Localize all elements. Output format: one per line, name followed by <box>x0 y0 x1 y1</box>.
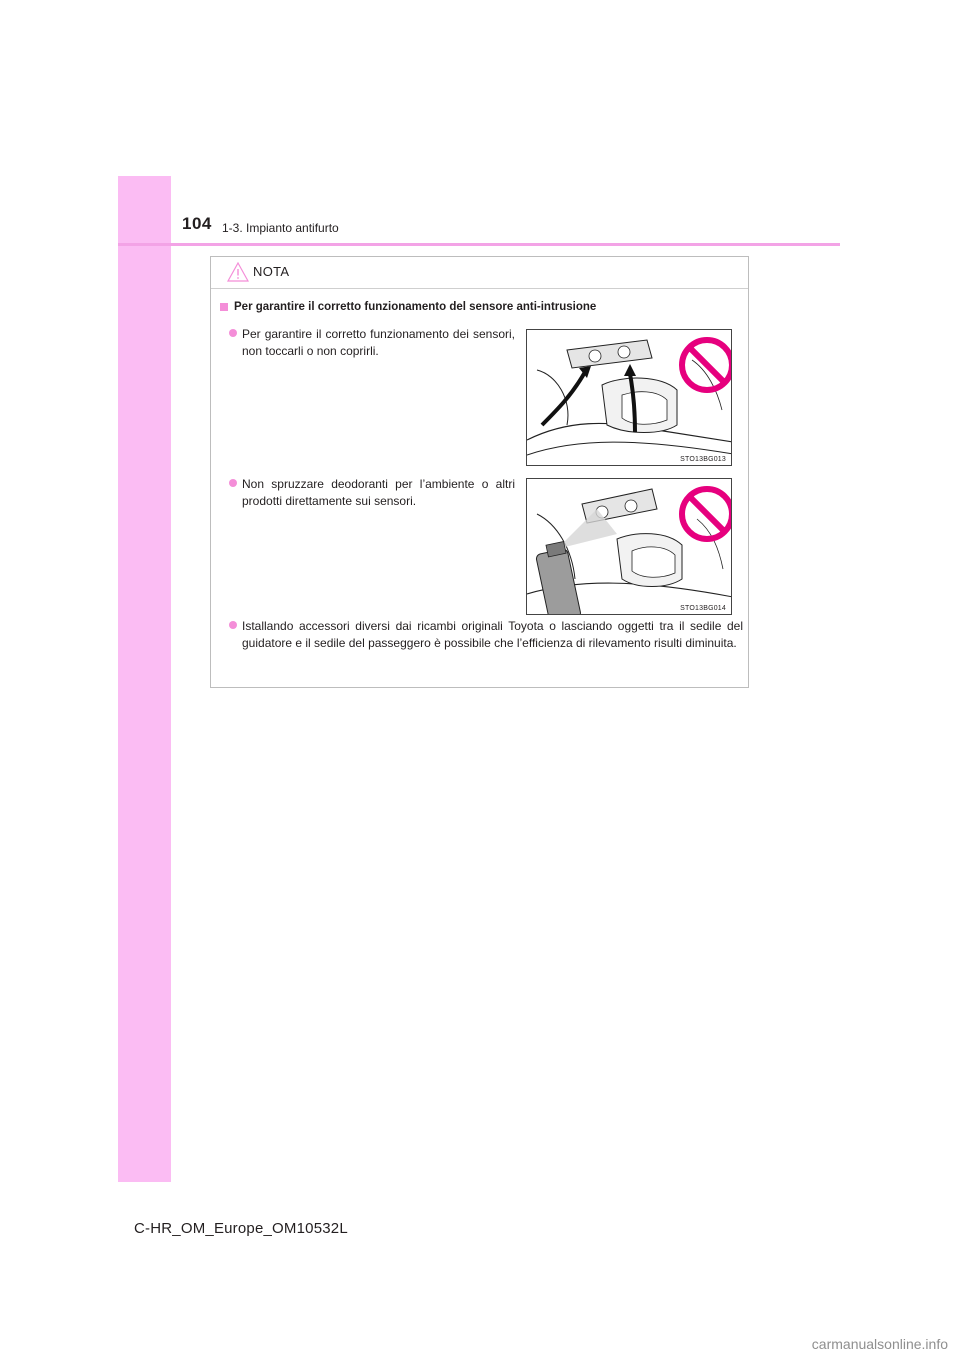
figure-code: STO13BG014 <box>680 605 726 612</box>
sensor-touch-illustration <box>527 330 732 466</box>
warning-triangle-icon <box>227 262 249 282</box>
section-title: 1-3. Impianto antifurto <box>222 221 339 235</box>
prohibited-icon <box>682 340 732 390</box>
spray-illustration <box>527 479 732 615</box>
header-rule <box>118 243 840 246</box>
bullet-dot-icon <box>229 479 237 487</box>
subsection-heading <box>220 301 740 313</box>
prohibited-icon <box>682 489 732 539</box>
side-band <box>118 176 171 1182</box>
bullet-text: Per garantire il corretto funzionamento dei sensori, non toccarli o non coprirli. <box>242 327 515 358</box>
figure-code: STO13BG013 <box>680 456 726 463</box>
bullet-item <box>242 618 743 652</box>
notice-header <box>211 257 748 289</box>
subsection-title: Per garantire il corretto funzionamento del sensore anti-intrusione <box>234 301 597 313</box>
bullet-text: Non spruzzare deodoranti per l’ambiente o altri prodotti direttamente sui sensori. <box>242 477 515 508</box>
bullet-dot-icon <box>229 329 237 337</box>
page-number: 104 <box>182 214 212 233</box>
notice-box <box>210 256 749 688</box>
notice-label: NOTA <box>253 264 290 279</box>
bullet-item <box>242 326 515 360</box>
document-code: C-HR_OM_Europe_OM10532L <box>134 1220 348 1237</box>
bullet-text: Istallando accessori diversi dai ricambi originali Toyota o lasciando oggetti tra il sedile del guidatore e il sedile del passeggero è possibile che l’efficienza di rilevamento risulti diminuita. <box>242 619 743 650</box>
watermark: carmanualsonline.info <box>811 1336 948 1352</box>
spray-figure <box>526 478 732 615</box>
bullet-item <box>242 476 515 510</box>
sensor-touch-figure <box>526 329 732 466</box>
bullet-dot-icon <box>229 621 237 629</box>
square-bullet-icon <box>220 303 228 311</box>
